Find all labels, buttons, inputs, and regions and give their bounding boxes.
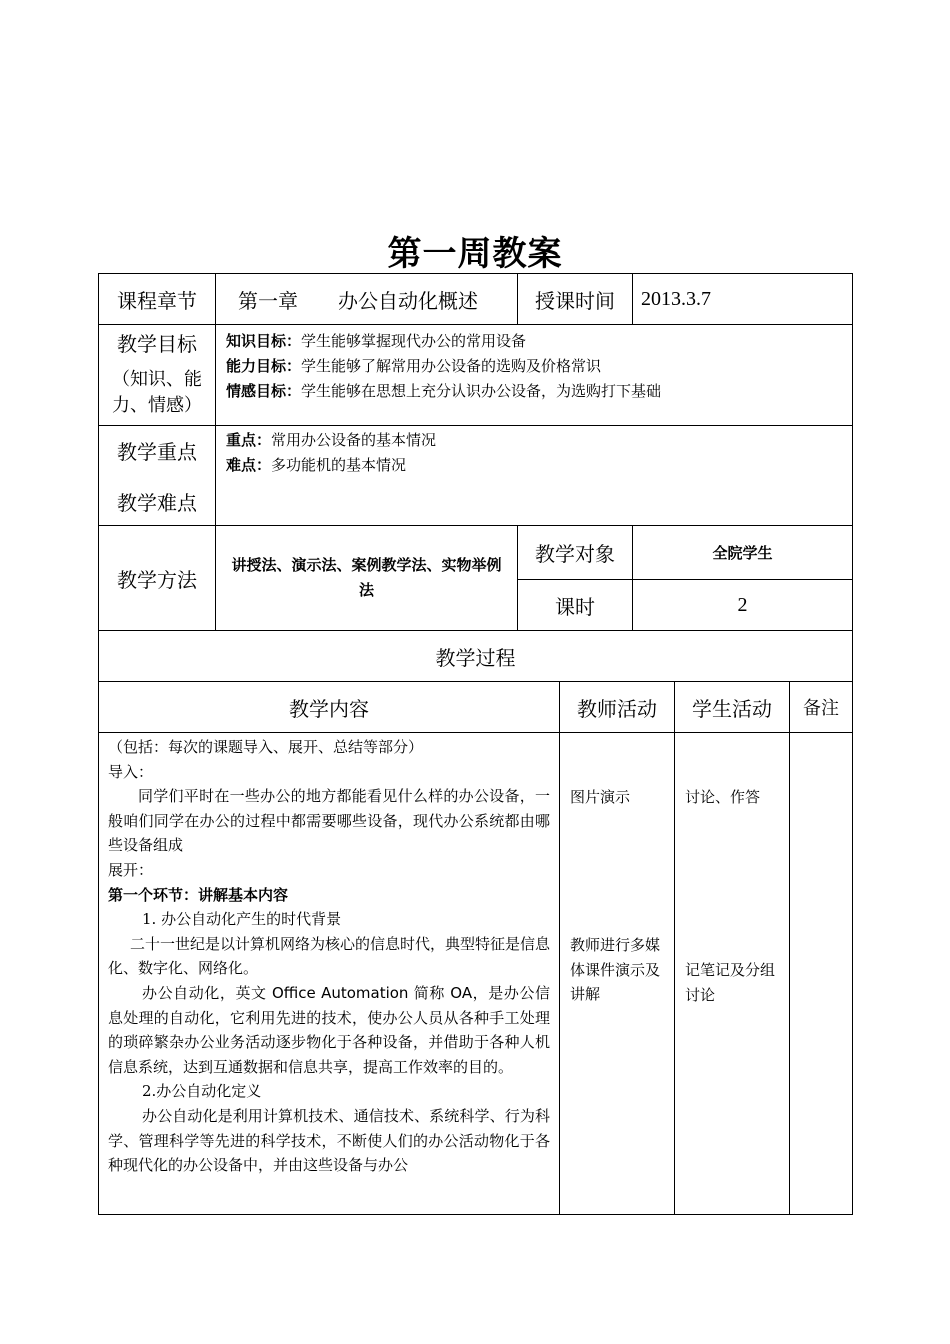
row-method bbox=[99, 526, 853, 580]
focus-difficulty: 难点：多功能机的基本情况 bbox=[226, 456, 407, 474]
target-label: 教学对象 bbox=[518, 526, 633, 580]
teacher-activity-1: 图片演示 bbox=[570, 788, 631, 806]
student-activity-2: 记笔记及分组讨论 bbox=[685, 961, 776, 1004]
chapter-name: 办公自动化概述 bbox=[338, 288, 478, 313]
content-subheading-1: 1. 办公自动化产生的时代背景 bbox=[142, 910, 342, 929]
hours-label: 课时 bbox=[518, 580, 633, 631]
goal-emotion: 情感目标：学生能够在思想上充分认识办公设备，为选购打下基础 bbox=[226, 382, 662, 400]
time-label: 授课时间 bbox=[518, 274, 633, 325]
row-focus bbox=[99, 426, 853, 526]
focus-label: 教学重点 bbox=[117, 439, 197, 464]
chapter-value bbox=[216, 274, 518, 325]
method-value: 讲授法、演示法、案例教学法、实物举例法 bbox=[216, 526, 518, 631]
content-lead-in-label: 导入： bbox=[108, 762, 154, 781]
time-value: 2013.3.7 bbox=[633, 274, 853, 325]
method-label: 教学方法 bbox=[99, 526, 216, 631]
row-goals bbox=[99, 325, 853, 426]
content-paragraph-1: 二十一世纪是以计算机网络为核心的信息时代，典型特征是信息化、数字化、网络化。 bbox=[108, 934, 551, 978]
col-note-header: 备注 bbox=[790, 682, 853, 733]
content-intro-note: （包括：每次的课题导入、展开、总结等部分） bbox=[108, 738, 424, 756]
goals-content bbox=[216, 325, 853, 426]
student-activity-cell bbox=[675, 733, 790, 1215]
goals-label-cell bbox=[99, 325, 216, 426]
focus-label-cell bbox=[99, 426, 216, 526]
row-chapter bbox=[99, 274, 853, 325]
content-paragraph-2: 办公自动化，英文 Office Automation 简称 OA，是办公信息处理的自动化，它利用先进的技术，使办公人员从各种手工处理的琐碎繁杂办公业务活动逐步物化于各种设备，并借助于各种人机信息系统，达到互通数据和信息共享，提高工作效率的目的。 bbox=[108, 983, 550, 1076]
content-expand-label: 展开： bbox=[108, 860, 154, 879]
process-header: 教学过程 bbox=[99, 631, 853, 682]
page-title: 第一周教案 bbox=[387, 234, 563, 274]
col-teacher-header: 教师活动 bbox=[560, 682, 675, 733]
goal-knowledge: 知识目标：学生能够掌握现代办公的常用设备 bbox=[226, 332, 527, 350]
content-cell bbox=[99, 733, 560, 1215]
goals-sub-label: （知识、能力、情感） bbox=[112, 369, 202, 416]
goal-ability: 能力目标：学生能够了解常用办公设备的选购及价格常识 bbox=[226, 357, 602, 375]
goals-label: 教学目标 bbox=[117, 332, 197, 356]
note-cell bbox=[790, 733, 853, 1215]
col-student-header: 学生活动 bbox=[675, 682, 790, 733]
lesson-plan-table bbox=[98, 273, 853, 1215]
row-column-headers bbox=[99, 682, 853, 733]
teacher-activity-cell bbox=[560, 733, 675, 1215]
content-section-1-heading: 第一个环节：讲解基本内容 bbox=[108, 885, 289, 904]
focus-content bbox=[216, 426, 853, 526]
row-content bbox=[99, 733, 853, 1215]
row-process-header bbox=[99, 631, 853, 682]
teacher-activity-2: 教师进行多媒体课件演示及讲解 bbox=[570, 936, 661, 1004]
content-paragraph-3: 办公自动化是利用计算机技术、通信技术、系统科学、行为科学、管理科学等先进的科学技术，不断使人们的办公活动物化于各种现代化的办公设备中，并由这些设备与办公 bbox=[108, 1106, 550, 1175]
chapter-prefix: 第一章 bbox=[238, 288, 298, 313]
content-subheading-2: 2.办公自动化定义 bbox=[142, 1082, 262, 1101]
difficulty-label: 教学难点 bbox=[117, 490, 197, 515]
col-content-header: 教学内容 bbox=[99, 682, 560, 733]
target-value: 全院学生 bbox=[633, 526, 853, 580]
focus-key-point: 重点：常用办公设备的基本情况 bbox=[226, 431, 437, 449]
content-lead-in-text: 同学们平时在一些办公的地方都能看见什么样的办公设备，一般咱们同学在办公的过程中都需要哪些设备，现代办公系统都由哪些设备组成 bbox=[108, 787, 550, 855]
chapter-label: 课程章节 bbox=[99, 274, 216, 325]
student-activity-1: 讨论、作答 bbox=[685, 788, 761, 806]
hours-value: 2 bbox=[633, 580, 853, 631]
